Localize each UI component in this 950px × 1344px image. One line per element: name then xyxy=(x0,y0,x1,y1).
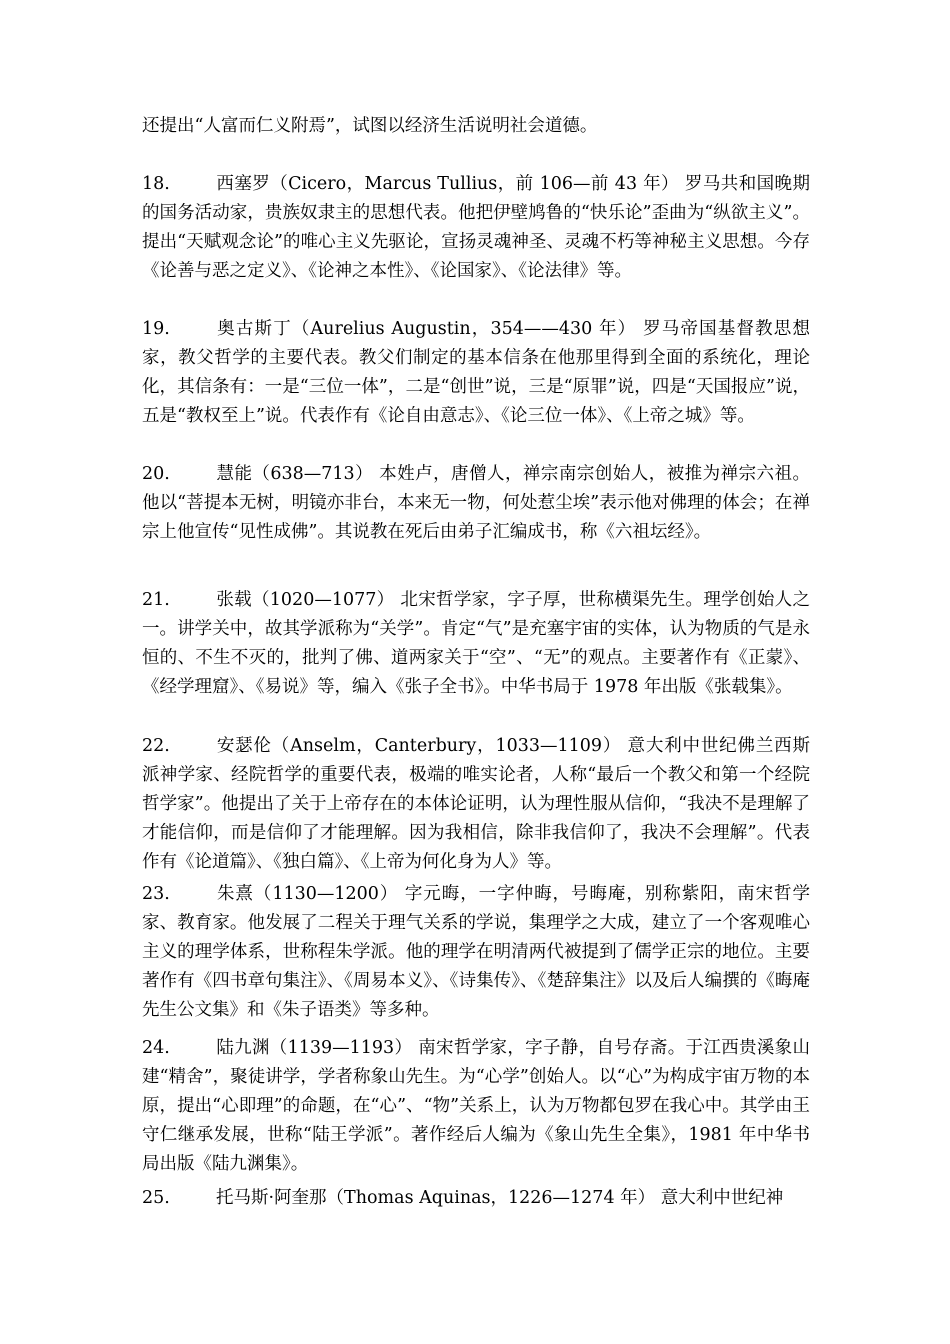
entry-number: 25. xyxy=(142,1188,170,1208)
entry-number: 22. xyxy=(142,736,170,756)
entry-number: 19. xyxy=(142,319,170,339)
entry-text: 慧能（638—713） 本姓卢，唐僧人，禅宗南宗创始人，被推为禅宗六祖。他以“菩提本无树，明镜亦非台，本来无一物，何处惹尘埃”表示他对佛理的体会；在禅宗上他宣传“见性成佛”。其说教在死后由弟子汇编成书，称《六祖坛经》。 xyxy=(142,464,810,542)
entry-number: 21. xyxy=(142,590,170,610)
entry-text: 西塞罗（Cicero，Marcus Tullius，前 106—前 43 年） 罗马共和国晚期的国务活动家，贵族奴隶主的思想代表。他把伊壁鸠鲁的“快乐论”歪曲为“纵欲主义”。提出“天赋观念论”的唯心主义先驱论，宣扬灵魂神圣、灵魂不朽等神秘主义思想。今存《论善与恶之定义》、《论神之本性》、《论国家》、《论法律》等。 xyxy=(142,174,810,281)
entry-number: 20. xyxy=(142,464,170,484)
entry-19 xyxy=(142,315,810,431)
entry-21 xyxy=(142,586,810,702)
entry-20 xyxy=(142,460,810,547)
entry-text: 张载（1020—1077） 北宋哲学家，字子厚，世称横渠先生。理学创始人之一。讲学关中，故其学派称为“关学”。肯定“气”是充塞宇宙的实体，认为物质的气是永恒的、不生不灭的，批判了佛、道两家关于“空”、“无”的观点。主要著作有《正蒙》、《经学理窟》、《易说》等，编入《张子全书》。中华书局于 1978 年出版《张载集》。 xyxy=(142,590,810,697)
entry-number: 23. xyxy=(142,884,170,904)
entry-number: 24. xyxy=(142,1038,170,1058)
entry-22 xyxy=(142,732,810,877)
paragraph-continuation xyxy=(142,112,810,141)
entry-text: 奥古斯丁（Aurelius Augustin，354——430 年） 罗马帝国基督教思想家，教父哲学的主要代表。教父们制定的基本信条在他那里得到全面的系统化，理论化，其信条有：一是“三位一体”，二是“创世”说，三是“原罪”说，四是“天国报应”说，五是“教权至上”说。代表作有《论自由意志》、《论三位一体》、《上帝之城》等。 xyxy=(142,319,810,426)
entry-24 xyxy=(142,1034,810,1179)
entry-text: 陆九渊（1139—1193） 南宋哲学家，字子静，自号存斋。于江西贵溪象山建“精舍”，聚徒讲学，学者称象山先生。为“心学”创始人。以“心”为构成宇宙万物的本原，提出“心即理”的命题，在“心”、“物”关系上，认为万物都包罗在我心中。其学由王守仁继承发展，世称“陆王学派”。著作经后人编为《象山先生全集》，1981 年中华书局出版《陆九渊集》。 xyxy=(142,1038,810,1174)
entry-number: 18. xyxy=(142,174,170,194)
paragraph-text: 还提出“人富而仁义附焉”，试图以经济生活说明社会道德。 xyxy=(142,116,598,136)
entry-25 xyxy=(142,1184,810,1213)
entry-18 xyxy=(142,170,810,286)
entry-text: 安瑟伦（Anselm，Canterbury，1033—1109） 意大利中世纪佛兰西斯派神学家、经院哲学的重要代表，极端的唯实论者，人称“最后一个教父和第一个经院哲学家”。他提出了关于上帝存在的本体论证明，认为理性服从信仰，“我决不是理解了才能信仰，而是信仰了才能理解。因为我相信，除非我信仰了，我决不会理解”。代表作有《论道篇》、《独白篇》、《上帝为何化身为人》等。 xyxy=(142,736,810,872)
entry-text: 托马斯·阿奎那（Thomas Aquinas，1226—1274 年） 意大利中世纪神 xyxy=(216,1188,784,1208)
entry-23 xyxy=(142,880,810,1025)
entry-text: 朱熹（1130—1200） 字元晦，一字仲晦，号晦庵，别称紫阳，南宋哲学家、教育家。他发展了二程关于理气关系的学说，集理学之大成，建立了一个客观唯心主义的理学体系，世称程朱学派。他的理学在明清两代被提到了儒学正宗的地位。主要著作有《四书章句集注》、《周易本义》、《诗集传》、《楚辞集注》以及后人编撰的《晦庵先生公文集》和《朱子语类》等多种。 xyxy=(142,884,810,1020)
